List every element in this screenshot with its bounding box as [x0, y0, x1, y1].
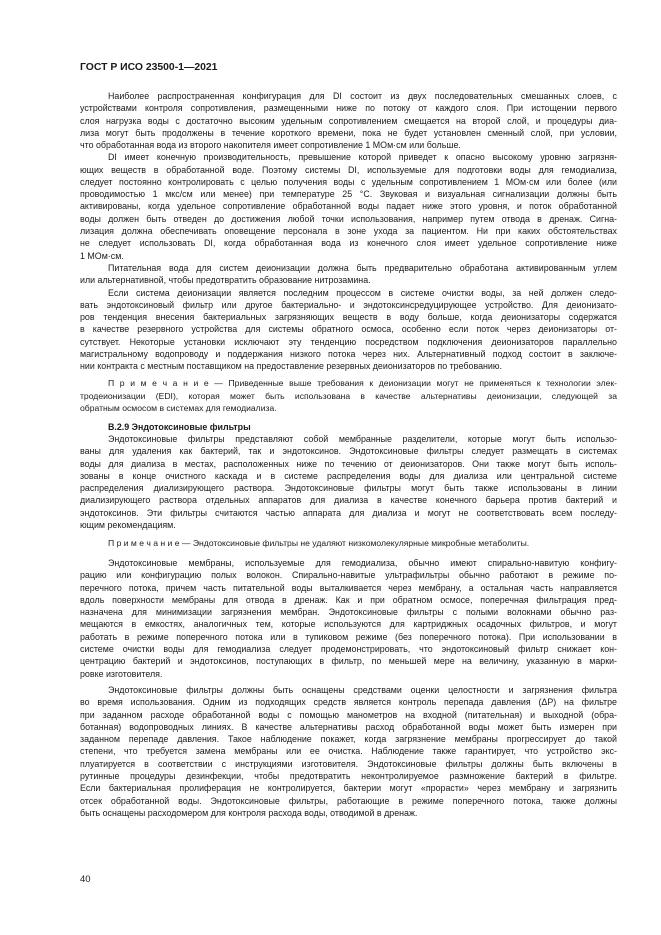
paragraph-feed-water [80, 262, 617, 287]
text-line: в качестве резервного устройства для системы обратного осмоса, особенно если поток через деионизаторы от- [80, 324, 617, 335]
text-line: сутствует. Некоторые установки исключают эту тенденцию посредством подключения деионизаторов параллельно [80, 336, 617, 347]
paragraph-di-capacity [80, 151, 617, 262]
text-line: Эндотоксиновые фильтры должны быть оснащены средствами оценки целостности и загрязнения фильтра [108, 685, 617, 695]
text-line: Если система деионизации является последним процессом в системе очистки воды, за ней должен следо- [108, 287, 617, 298]
text-line: нии контракта с местным поставщиком на предоставление резервных деионизаторов по требованию. [80, 361, 502, 372]
text-line: ботанная) водопроводных линиях. В качестве альтернативы расход обработанной воды может быть измерен при [80, 721, 617, 732]
text-line: мещаются в емкостях, аналогичных тем, которые используются для картриджных осадочных фильтров, и могут [80, 619, 617, 630]
text-line: отсек обработанной воды. Эндотоксиновые фильтры, работающие в режиме поперечного потока, также должны [80, 795, 617, 806]
page-number: 40 [80, 874, 91, 885]
paragraph-endotoxin-filters-intro [80, 433, 617, 531]
paragraph-di-last-process [80, 287, 617, 373]
text-line: активированы, когда удельное сопротивление обработанной воды падает ниже этого уровня, и поток обработанной [80, 201, 617, 212]
paragraph-endotoxin-membranes [80, 557, 617, 680]
text-line: проводимостью 1 мкс/см или менее) при температуре 25 °С. Звуковая и визуальная сигнализации должны быть [80, 189, 617, 200]
text-line: центрацию бактерий и эндотоксинов, поступающих в фильтр, по меньшей мере на величину, указанную в марки- [80, 656, 617, 667]
text-line: Эндотоксиновые мембраны, используемые для гемодиализа, обычно имеют спирально-навитую конфигу- [108, 558, 617, 568]
text-line: лизация должна обеспечивать оповещение персонала в зоне ухода за пациентом. Ни при каких обстоятельствах [80, 226, 617, 237]
text-line: заданном перепаде давления. Такое наблюдение покажет, когда загрязнение мембраны прогрессирует до такой [80, 734, 617, 745]
text-line: ваны для удаления как бактерий, так и эндотоксинов. Эндотоксиновые фильтры следует размещать в системах [80, 446, 617, 457]
document-header: ГОСТ Р ИСО 23500-1—2021 [80, 62, 218, 73]
paragraph-endotoxin-monitoring [80, 684, 617, 819]
text-line: не следует использовать DI, когда обработанная вода из конечного слоя имеет удельное сопротивление ниже [80, 238, 617, 249]
text-line: устройствами контроля сопротивления, размещенными ниже по потоку от каждого слоя. При истощении первого [80, 103, 617, 114]
text-line: DI имеет конечную производительность, превышение которой приведет к опасно высокому уровню загрязня- [108, 152, 617, 163]
text-line: Если бактериальная пролиферация не контролируется, бактерии могут «прорасти» через мембрану и загрязнить [80, 783, 617, 794]
text-line: лиза могут быть продолжены в течение короткого времени, пока не будет установлен сменный слой, при условии, [80, 127, 617, 138]
paragraph-di-configuration [80, 90, 617, 151]
text-line: Питательная вода для систем деионизации должна быть предварительно обработана активированным углем [108, 263, 617, 273]
text-line: тродеионизации (EDI), которая может быть использована в качестве альтернативы деионизации, следующей за [80, 390, 617, 401]
text-line: во время использования. Одним из подходящих средств является контроль перепада давления (ΔP) на фильтре [80, 697, 617, 708]
text-line: назначена для минимизации загрязнения мембран. Эндотоксиновые фильтры с полыми волокнами обычно раз- [80, 607, 617, 618]
text-line: работать в режиме поперечного потока или в тупиковом режиме (без поперечного потока). При использовании в [80, 631, 617, 642]
text-line: П р и м е ч а н и е — Приведенные выше требования к деионизации могут не применяться к технологии элек- [108, 378, 617, 389]
text-line: диализирующего раствора отдельных аппаратов для диализа в качестве конечного барьера против бактерий и [80, 495, 617, 506]
text-line: воды для диализа в местах, расположенных ниже по течению от деионизаторов. Они также могут быть исполь- [80, 458, 617, 469]
note-edi [80, 377, 617, 414]
text-line: рутинные процедуры дезинфекции, чтобы предотвратить неконтролируемое размножение бактерий в фильтре. [80, 771, 617, 782]
text-line: распределения диализирующего раствора. Эндотоксиновые фильтры могут быть также использованы в линии [80, 483, 617, 494]
section-heading: В.2.9 Эндотоксиновые фильтры [108, 422, 251, 432]
text-line: ющих веществ в обработанной воде. Поэтому системы DI, используемые для подготовки воды для гемодиализа, [80, 164, 617, 175]
text-line: эндотоксинов. Эти фильтры считаются частью аппарата для диализа и могут не соответствовать всем последу- [80, 507, 617, 518]
text-line: системе очистки воды для гемодиализа следует продемонстрировать, что эндотоксиновый фильтр снижает кон- [80, 644, 617, 655]
text-line: ров тенденция внесения бактериальных загрязняющих веществ в воду больше, когда деионизаторы содержатся [80, 312, 617, 323]
text-line: обратным осмосом в системах для гемодиализа. [80, 402, 277, 413]
text-line: быть оснащены расходомером для контроля расхода воды, отводимой в дренаж. [80, 807, 418, 818]
text-line: Эндотоксиновые фильтры представляют собой мембранные разделители, которые могут быть использо- [108, 434, 617, 444]
text-line: что обработанная вода из второго накопителя имеет сопротивление 1 МОм·см или больше. [80, 140, 461, 151]
text-line: 1 МОм·см. [80, 250, 124, 261]
text-line: ющим рекомендациям. [80, 520, 176, 531]
text-line: следует постоянно контролировать с целью получения воды с удельным сопротивлением 1 МОм·см или более (или [80, 176, 617, 187]
text-line: степени, что требуется замена мембраны или ее очистка. Наблюдение также гарантирует, что устройство экс- [80, 746, 617, 757]
text-line: зованы в конце очистного каскада и в системе распределения воды для диализа или центральной системе [80, 470, 617, 481]
text-line: вать эндотоксиновый фильтр или другое бактериально- и эндотоксинсредуцирующее устройство. Для деионизато- [80, 299, 617, 310]
text-line: плуатируется в соответствии с инструкциями изготовителя. Эндотоксиновые фильтры должны быть включены в [80, 758, 617, 769]
text-line: П р и м е ч а н и е — Эндотоксиновые фильтры не удаляют низкомолекулярные микробные метаболиты. [108, 538, 530, 548]
text-line: рацию или конфигурацию полых волокон. Спирально-навитые ультрафильтры обычно работают в режиме по- [80, 570, 617, 581]
text-line: слоя нагрузка воды с достаточно высоким удельным сопротивлением смещается на второй слой, и процедуры диа- [80, 115, 617, 126]
note-metabolites [80, 537, 617, 549]
text-line: при заданном расходе обработанной воды с помощью манометров на входной (питательная) и выходной (обра- [80, 709, 617, 720]
text-line: вдоль поверхности мембраны для отвода в дренаж. Как и при обратном осмосе, поперечная фильтрация пред- [80, 594, 617, 605]
text-line: ровке изготовителя. [80, 668, 163, 679]
text-line: перечного потока, причем часть питательной воды выталкивается через мембрану, а остальная часть направляется [80, 582, 617, 593]
text-line: Наиболее распространенная конфигурация для DI состоит из двух последовательных смешанных слоев, с [108, 91, 617, 101]
text-line: или альтернативной, чтобы предотвратить образование нитрозамина. [80, 275, 371, 286]
text-line: воды должен быть отведен до достижения любой точки использования, например путем отвода в дренаж. Сигна- [80, 213, 617, 224]
text-line: магистральному водопроводу и поддержания низкого потока через них. Альтернативный подход состоит в заключе- [80, 349, 617, 360]
